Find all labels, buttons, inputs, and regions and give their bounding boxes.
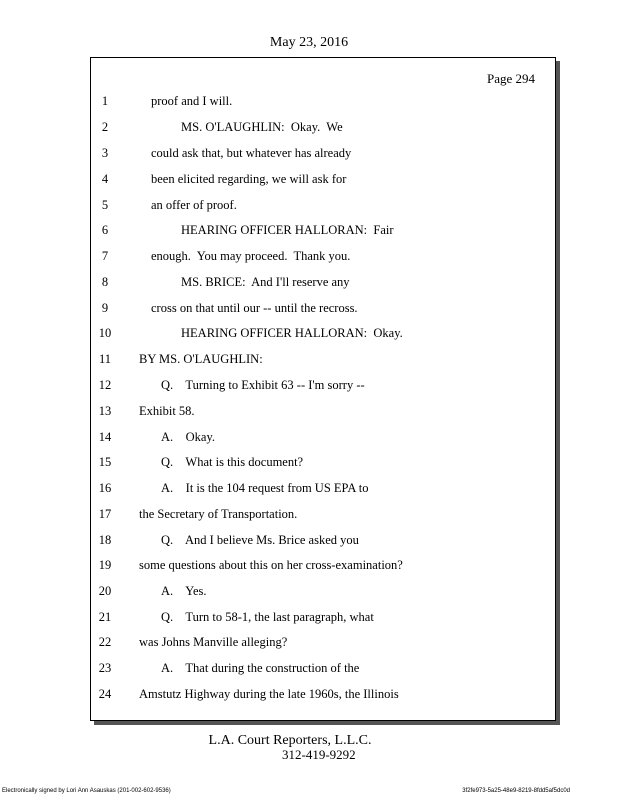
line-number: 20 <box>98 584 112 598</box>
line-text: MS. O'LAUGHLIN: Okay. We <box>181 120 343 134</box>
line-text: Q. Turn to 58-1, the last paragraph, what <box>161 610 374 624</box>
transcript-line <box>0 246 618 266</box>
transcript-line <box>0 504 618 524</box>
transcript-line <box>0 684 618 704</box>
footer-company: L.A. Court Reporters, L.L.C. <box>208 733 372 748</box>
line-text: A. Yes. <box>161 584 207 598</box>
line-number: 5 <box>101 198 109 212</box>
line-text: an offer of proof. <box>151 198 237 212</box>
line-text: proof and I will. <box>151 94 233 108</box>
line-text: could ask that, but whatever has already <box>151 146 352 160</box>
line-text: some questions about this on her cross-examination? <box>139 558 403 572</box>
transcript-line <box>0 607 618 627</box>
line-text: Q. What is this document? <box>161 455 304 469</box>
line-number: 11 <box>98 352 112 366</box>
line-text: A. That during the construction of the <box>161 661 360 675</box>
line-number: 7 <box>101 249 109 263</box>
line-number: 22 <box>98 635 112 649</box>
line-text: HEARING OFFICER HALLORAN: Fair <box>181 223 394 237</box>
transcript-line <box>0 581 618 601</box>
transcript-line <box>0 195 618 215</box>
line-number: 3 <box>101 146 109 160</box>
electronic-signature: Electronically signed by Lori Ann Asauskas (201-002-602-9536) <box>2 788 171 794</box>
line-text: Amstutz Highway during the late 1960s, the Illinois <box>139 687 399 701</box>
line-text: cross on that until our -- until the recross. <box>151 301 358 315</box>
transcript-line <box>0 427 618 447</box>
line-number: 18 <box>98 533 112 547</box>
transcript-line <box>0 91 618 111</box>
transcript-line <box>0 298 618 318</box>
line-number: 6 <box>101 223 109 237</box>
transcript-line <box>0 375 618 395</box>
page-number: Page 294 <box>487 71 536 86</box>
document-id: 3f2fe973-5a25-48e9-8219-8fdd5af5dc0d <box>462 788 570 794</box>
line-number: 24 <box>98 687 112 701</box>
line-text: Q. Turning to Exhibit 63 -- I'm sorry -- <box>161 378 365 392</box>
line-number: 12 <box>98 378 112 392</box>
transcript-line <box>0 555 618 575</box>
line-text: MS. BRICE: And I'll reserve any <box>181 275 350 289</box>
line-number: 1 <box>101 94 109 108</box>
transcript-line <box>0 349 618 369</box>
transcript-line <box>0 452 618 472</box>
line-text: enough. You may proceed. Thank you. <box>151 249 351 263</box>
footer-phone: 312-419-9292 <box>282 747 356 762</box>
line-text: was Johns Manville alleging? <box>139 635 288 649</box>
line-number: 9 <box>101 301 109 315</box>
line-text: BY MS. O'LAUGHLIN: <box>139 352 263 366</box>
transcript-line <box>0 220 618 240</box>
transcript-line <box>0 143 618 163</box>
line-number: 15 <box>98 455 112 469</box>
line-number: 2 <box>101 120 109 134</box>
transcript-line <box>0 323 618 343</box>
line-number: 17 <box>98 507 112 521</box>
transcript-line <box>0 658 618 678</box>
transcript-line <box>0 401 618 421</box>
line-number: 10 <box>98 326 112 340</box>
transcript-line <box>0 272 618 292</box>
line-text: HEARING OFFICER HALLORAN: Okay. <box>181 326 403 340</box>
transcript-line <box>0 117 618 137</box>
line-number: 23 <box>98 661 112 675</box>
transcript-line <box>0 169 618 189</box>
line-text: been elicited regarding, we will ask for <box>151 172 347 186</box>
line-number: 14 <box>98 430 112 444</box>
line-text: A. It is the 104 request from US EPA to <box>161 481 369 495</box>
transcript-line <box>0 478 618 498</box>
line-number: 21 <box>98 610 112 624</box>
line-number: 19 <box>98 558 112 572</box>
line-number: 8 <box>101 275 109 289</box>
header-date: May 23, 2016 <box>269 35 349 50</box>
line-number: 16 <box>98 481 112 495</box>
line-text: A. Okay. <box>161 430 216 444</box>
line-text: the Secretary of Transportation. <box>139 507 298 521</box>
line-text: Exhibit 58. <box>139 404 195 418</box>
transcript-line <box>0 530 618 550</box>
line-number: 4 <box>101 172 109 186</box>
line-text: Q. And I believe Ms. Brice asked you <box>161 533 359 547</box>
line-number: 13 <box>98 404 112 418</box>
transcript-line <box>0 632 618 652</box>
